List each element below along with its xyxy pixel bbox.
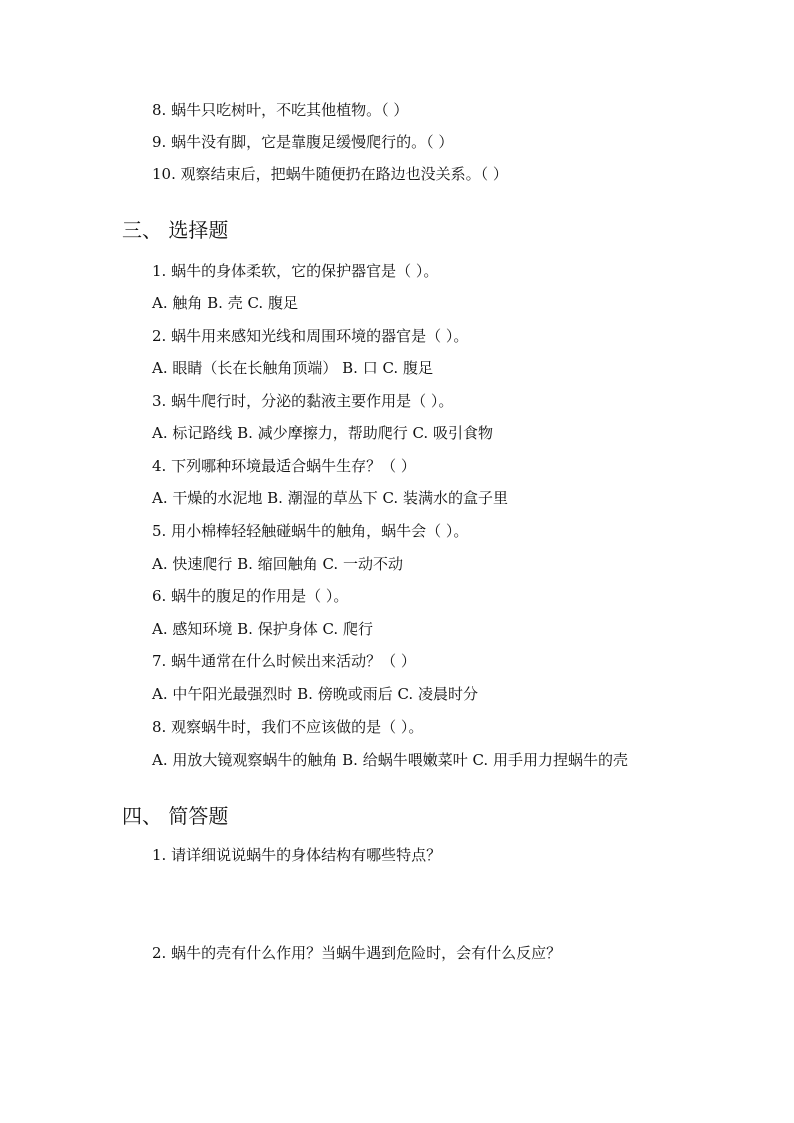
- judgement-item-9: 9. 蜗牛没有脚，它是靠腹足缓慢爬行的。（ ）: [152, 133, 454, 151]
- judgement-item-10: 10. 观察结束后，把蜗牛随便扔在路边也没关系。（ ）: [152, 165, 508, 183]
- choice-question-3: 3. 蜗牛爬行时，分泌的黏液主要作用是（ ）。: [152, 392, 454, 410]
- choice-question-4: 4. 下列哪种环境最适合蜗牛生存？（ ）: [152, 457, 416, 475]
- choice-question-7: 7. 蜗牛通常在什么时候出来活动？（ ）: [152, 652, 416, 670]
- choice-question-8: 8. 观察蜗牛时，我们不应该做的是（ ）。: [152, 718, 424, 736]
- section-title-short-answer: 四、 简答题: [122, 804, 229, 828]
- choice-question-5: 5. 用小棉棒轻轻触碰蜗牛的触角，蜗牛会（ ）。: [152, 522, 469, 540]
- choice-options-5: A. 快速爬行 B. 缩回触角 C. 一动不动: [152, 555, 403, 573]
- choice-options-3: A. 标记路线 B. 减少摩擦力，帮助爬行 C. 吸引食物: [152, 424, 493, 442]
- section-title-choice: 三、 选择题: [122, 218, 229, 242]
- choice-options-8: A. 用放大镜观察蜗牛的触角 B. 给蜗牛喂嫩菜叶 C. 用手用力捏蜗牛的壳: [152, 751, 628, 769]
- choice-options-4: A. 干燥的水泥地 B. 潮湿的草丛下 C. 装满水的盒子里: [152, 489, 508, 507]
- choice-options-1: A. 触角 B. 壳 C. 腹足: [152, 294, 298, 312]
- judgement-item-8: 8. 蜗牛只吃树叶，不吃其他植物。（ ）: [152, 101, 409, 119]
- short-answer-question-2: 2. 蜗牛的壳有什么作用？当蜗牛遇到危险时，会有什么反应？: [152, 944, 562, 962]
- choice-question-1: 1. 蜗牛的身体柔软，它的保护器官是（ ）。: [152, 262, 439, 280]
- choice-question-2: 2. 蜗牛用来感知光线和周围环境的器官是（ ）。: [152, 327, 469, 345]
- choice-question-6: 6. 蜗牛的腹足的作用是（ ）。: [152, 587, 349, 605]
- choice-options-7: A. 中午阳光最强烈时 B. 傍晚或雨后 C. 凌晨时分: [152, 685, 478, 703]
- choice-options-6: A. 感知环境 B. 保护身体 C. 爬行: [152, 620, 373, 638]
- short-answer-question-1: 1. 请详细说说蜗牛的身体结构有哪些特点？: [152, 846, 442, 864]
- choice-options-2: A. 眼睛（长在长触角顶端） B. 口 C. 腹足: [152, 359, 433, 377]
